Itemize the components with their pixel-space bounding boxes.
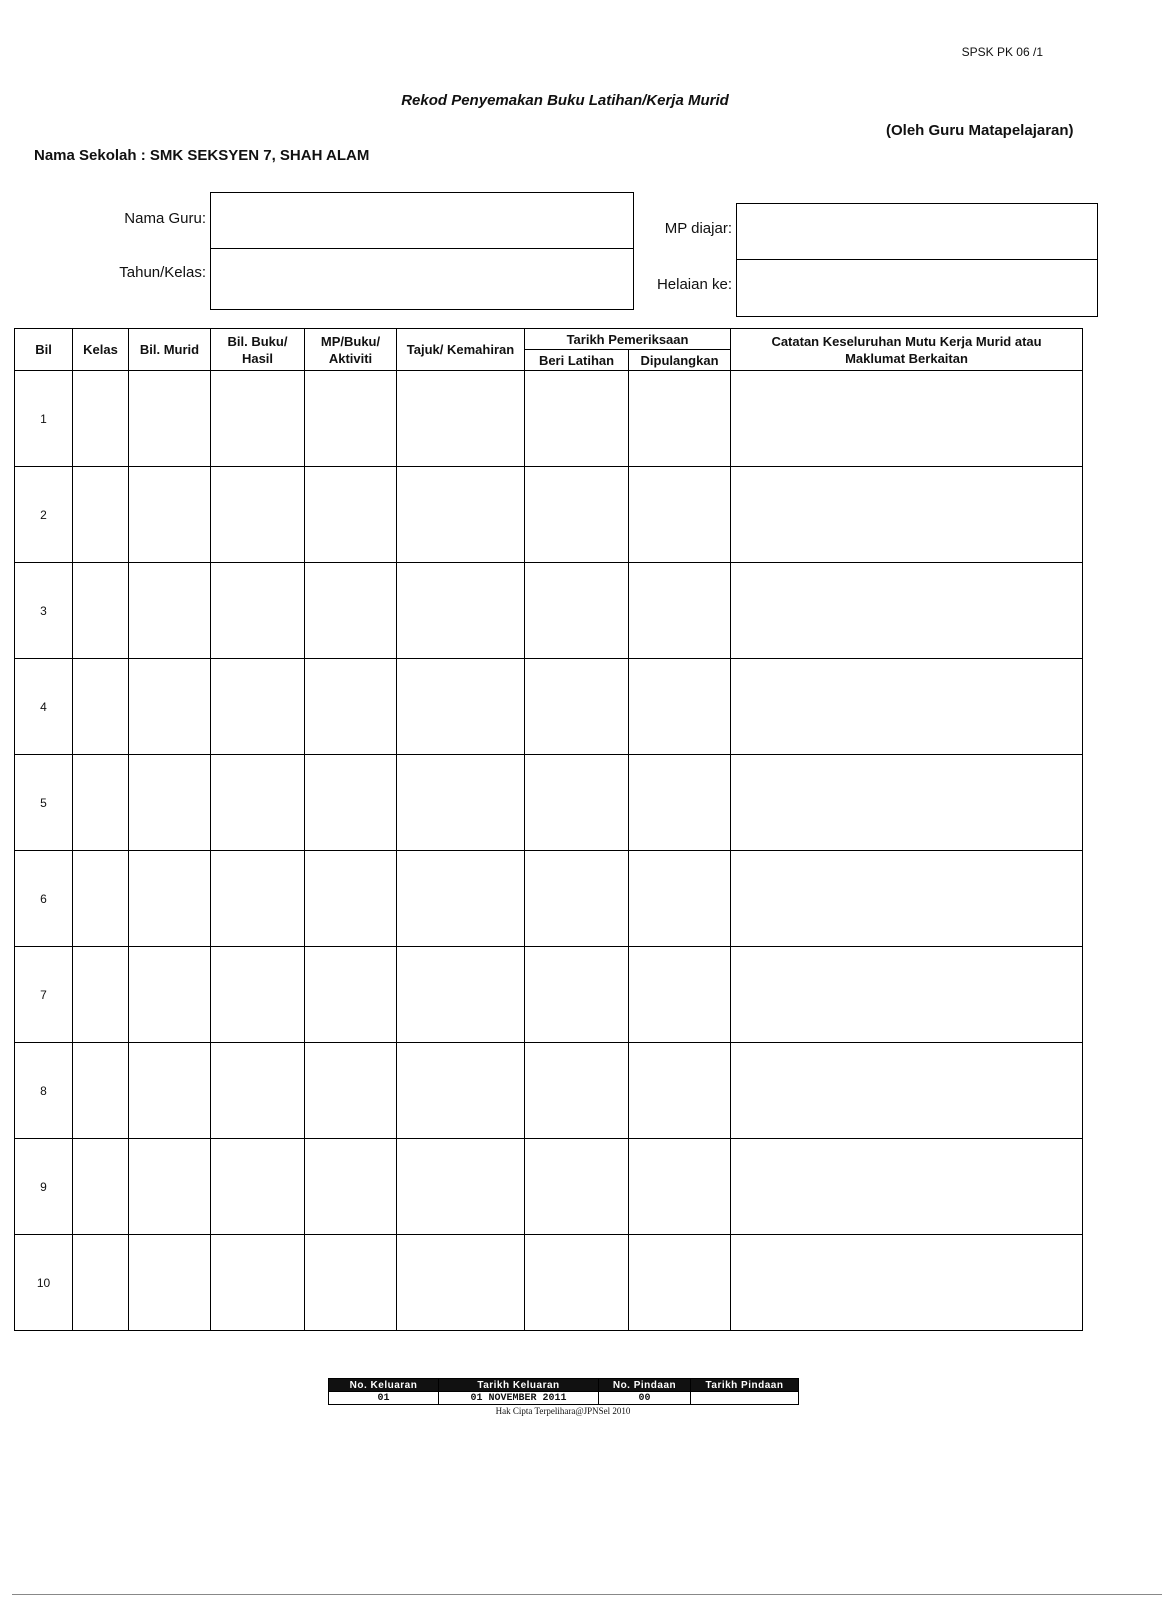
tarikh-pindaan-value: [691, 1392, 799, 1405]
cell-beri-latihan[interactable]: [525, 1235, 629, 1331]
form-title: Rekod Penyemakan Buku Latihan/Kerja Murid: [401, 92, 729, 109]
cell-bil-murid[interactable]: [129, 371, 211, 467]
table-row: [15, 563, 1083, 659]
header-bil-buku-line1: Bil. Buku/: [227, 333, 288, 349]
table-row: [15, 659, 1083, 755]
table-row: [15, 1139, 1083, 1235]
row-number: 6: [15, 851, 73, 947]
table-row: [15, 371, 1083, 467]
table-row: [15, 1235, 1083, 1331]
row-number: 8: [15, 1043, 73, 1139]
record-table: [14, 328, 1083, 1331]
cell-mp-buku[interactable]: [305, 1139, 397, 1235]
header-beri-latihan: Beri Latihan: [525, 350, 629, 371]
cell-mp-buku[interactable]: [305, 755, 397, 851]
info-divider: [737, 259, 1097, 260]
row-number: 10: [15, 1235, 73, 1331]
cell-dipulangkan[interactable]: [629, 947, 731, 1043]
cell-kelas[interactable]: [73, 659, 129, 755]
header-mp-buku-line1: MP/Buku/: [320, 333, 381, 349]
header-mp-buku-line2: Aktiviti: [328, 350, 373, 366]
row-number: 1: [15, 371, 73, 467]
copyright-notice: Hak Cipta Terpelihara@JPNSel 2010: [495, 1406, 631, 1416]
cell-tajuk[interactable]: [397, 563, 525, 659]
cell-mp-buku[interactable]: [305, 1235, 397, 1331]
no-keluaran-label: No. Keluaran: [329, 1379, 439, 1392]
cell-tajuk[interactable]: [397, 467, 525, 563]
mp-diajar-label: MP diajar:: [664, 220, 732, 237]
cell-bil-buku[interactable]: [211, 947, 305, 1043]
row-number: 9: [15, 1139, 73, 1235]
cell-beri-latihan[interactable]: [525, 1139, 629, 1235]
cell-kelas[interactable]: [73, 1043, 129, 1139]
cell-tajuk[interactable]: [397, 371, 525, 467]
cell-kelas[interactable]: [73, 1139, 129, 1235]
cell-bil-murid[interactable]: [129, 755, 211, 851]
cell-mp-buku[interactable]: [305, 659, 397, 755]
row-number: 2: [15, 467, 73, 563]
no-keluaran-value: 01: [329, 1392, 439, 1405]
tarikh-keluaran-label: Tarikh Keluaran: [439, 1379, 599, 1392]
cell-bil-buku[interactable]: [211, 851, 305, 947]
cell-mp-buku[interactable]: [305, 1043, 397, 1139]
cell-bil-murid[interactable]: [129, 467, 211, 563]
cell-catatan[interactable]: [731, 1043, 1083, 1139]
cell-dipulangkan[interactable]: [629, 1139, 731, 1235]
table-row: [15, 467, 1083, 563]
cell-bil-buku[interactable]: [211, 563, 305, 659]
cell-kelas[interactable]: [73, 467, 129, 563]
row-number: 3: [15, 563, 73, 659]
header-catatan-line1: Catatan Keseluruhan Mutu Kerja Murid atau: [771, 333, 1042, 349]
cell-beri-latihan[interactable]: [525, 563, 629, 659]
cell-mp-buku[interactable]: [305, 467, 397, 563]
cell-catatan[interactable]: [731, 371, 1083, 467]
cell-catatan[interactable]: [731, 1235, 1083, 1331]
cell-dipulangkan[interactable]: [629, 467, 731, 563]
cell-mp-buku[interactable]: [305, 851, 397, 947]
cell-bil-murid[interactable]: [129, 1235, 211, 1331]
cell-bil-murid[interactable]: [129, 1043, 211, 1139]
cell-dipulangkan[interactable]: [629, 851, 731, 947]
cell-bil-murid[interactable]: [129, 1139, 211, 1235]
cell-mp-buku[interactable]: [305, 947, 397, 1043]
cell-tajuk[interactable]: [397, 947, 525, 1043]
cell-kelas[interactable]: [73, 563, 129, 659]
helaian-label: Helaian ke:: [656, 276, 732, 293]
header-kelas: Kelas: [73, 329, 129, 371]
tahun-kelas-label: Tahun/Kelas:: [119, 264, 206, 281]
header-bil-buku: [211, 329, 305, 371]
no-pindaan-value: 00: [599, 1392, 691, 1405]
row-number: 7: [15, 947, 73, 1043]
cell-catatan[interactable]: [731, 563, 1083, 659]
cell-tajuk[interactable]: [397, 1235, 525, 1331]
cell-bil-buku[interactable]: [211, 1139, 305, 1235]
cell-tajuk[interactable]: [397, 755, 525, 851]
cell-catatan[interactable]: [731, 1139, 1083, 1235]
cell-bil-murid[interactable]: [129, 947, 211, 1043]
cell-dipulangkan[interactable]: [629, 755, 731, 851]
cell-beri-latihan[interactable]: [525, 755, 629, 851]
cell-catatan[interactable]: [731, 659, 1083, 755]
cell-mp-buku[interactable]: [305, 563, 397, 659]
cell-bil-buku[interactable]: [211, 1043, 305, 1139]
cell-dipulangkan[interactable]: [629, 1235, 731, 1331]
header-mp-buku: [305, 329, 397, 371]
page-bottom-rule: [12, 1594, 1162, 1595]
tarikh-pindaan-label: Tarikh Pindaan: [691, 1379, 799, 1392]
cell-tajuk[interactable]: [397, 1043, 525, 1139]
cell-kelas[interactable]: [73, 1235, 129, 1331]
table-row: [15, 851, 1083, 947]
document-control-table: [328, 1378, 799, 1405]
cell-beri-latihan[interactable]: [525, 947, 629, 1043]
form-subtitle: (Oleh Guru Matapelajaran): [886, 122, 1074, 139]
cell-beri-latihan[interactable]: [525, 851, 629, 947]
cell-bil-murid[interactable]: [129, 851, 211, 947]
cell-catatan[interactable]: [731, 851, 1083, 947]
cell-kelas[interactable]: [73, 947, 129, 1043]
table-row: [15, 947, 1083, 1043]
cell-bil-murid[interactable]: [129, 563, 211, 659]
cell-bil-buku[interactable]: [211, 755, 305, 851]
cell-bil-buku[interactable]: [211, 467, 305, 563]
cell-mp-buku[interactable]: [305, 371, 397, 467]
cell-bil-buku[interactable]: [211, 371, 305, 467]
subject-info-box: [736, 203, 1098, 317]
cell-dipulangkan[interactable]: [629, 1043, 731, 1139]
row-number: 5: [15, 755, 73, 851]
cell-bil-murid[interactable]: [129, 659, 211, 755]
cell-dipulangkan[interactable]: [629, 563, 731, 659]
cell-dipulangkan[interactable]: [629, 371, 731, 467]
cell-bil-buku[interactable]: [211, 1235, 305, 1331]
cell-tajuk[interactable]: [397, 1139, 525, 1235]
cell-kelas[interactable]: [73, 851, 129, 947]
header-tajuk: Tajuk/ Kemahiran: [397, 329, 525, 371]
header-bil-buku-line2: Hasil: [241, 350, 274, 366]
teacher-info-box: [210, 192, 634, 310]
tarikh-keluaran-value: 01 NOVEMBER 2011: [439, 1392, 599, 1405]
cell-catatan[interactable]: [731, 947, 1083, 1043]
header-bil: Bil: [15, 329, 73, 371]
header-dipulangkan: Dipulangkan: [629, 350, 731, 371]
cell-beri-latihan[interactable]: [525, 371, 629, 467]
cell-beri-latihan[interactable]: [525, 467, 629, 563]
school-name: Nama Sekolah : SMK SEKSYEN 7, SHAH ALAM: [34, 147, 370, 164]
no-pindaan-label: No. Pindaan: [599, 1379, 691, 1392]
row-number: 4: [15, 659, 73, 755]
cell-kelas[interactable]: [73, 371, 129, 467]
cell-bil-buku[interactable]: [211, 659, 305, 755]
header-catatan: [731, 329, 1083, 371]
table-row: [15, 755, 1083, 851]
document-code: SPSK PK 06 /1: [961, 45, 1043, 59]
header-catatan-line2: Maklumat Berkaitan: [845, 350, 968, 366]
cell-beri-latihan[interactable]: [525, 1043, 629, 1139]
cell-dipulangkan[interactable]: [629, 659, 731, 755]
cell-kelas[interactable]: [73, 755, 129, 851]
header-tarikh-pemeriksaan: Tarikh Pemeriksaan: [525, 329, 731, 350]
cell-catatan[interactable]: [731, 755, 1083, 851]
cell-tajuk[interactable]: [397, 851, 525, 947]
table-row: [15, 1043, 1083, 1139]
info-divider: [211, 248, 633, 249]
cell-catatan[interactable]: [731, 467, 1083, 563]
header-bil-murid: Bil. Murid: [129, 329, 211, 371]
cell-tajuk[interactable]: [397, 659, 525, 755]
nama-guru-label: Nama Guru:: [124, 210, 206, 227]
cell-beri-latihan[interactable]: [525, 659, 629, 755]
